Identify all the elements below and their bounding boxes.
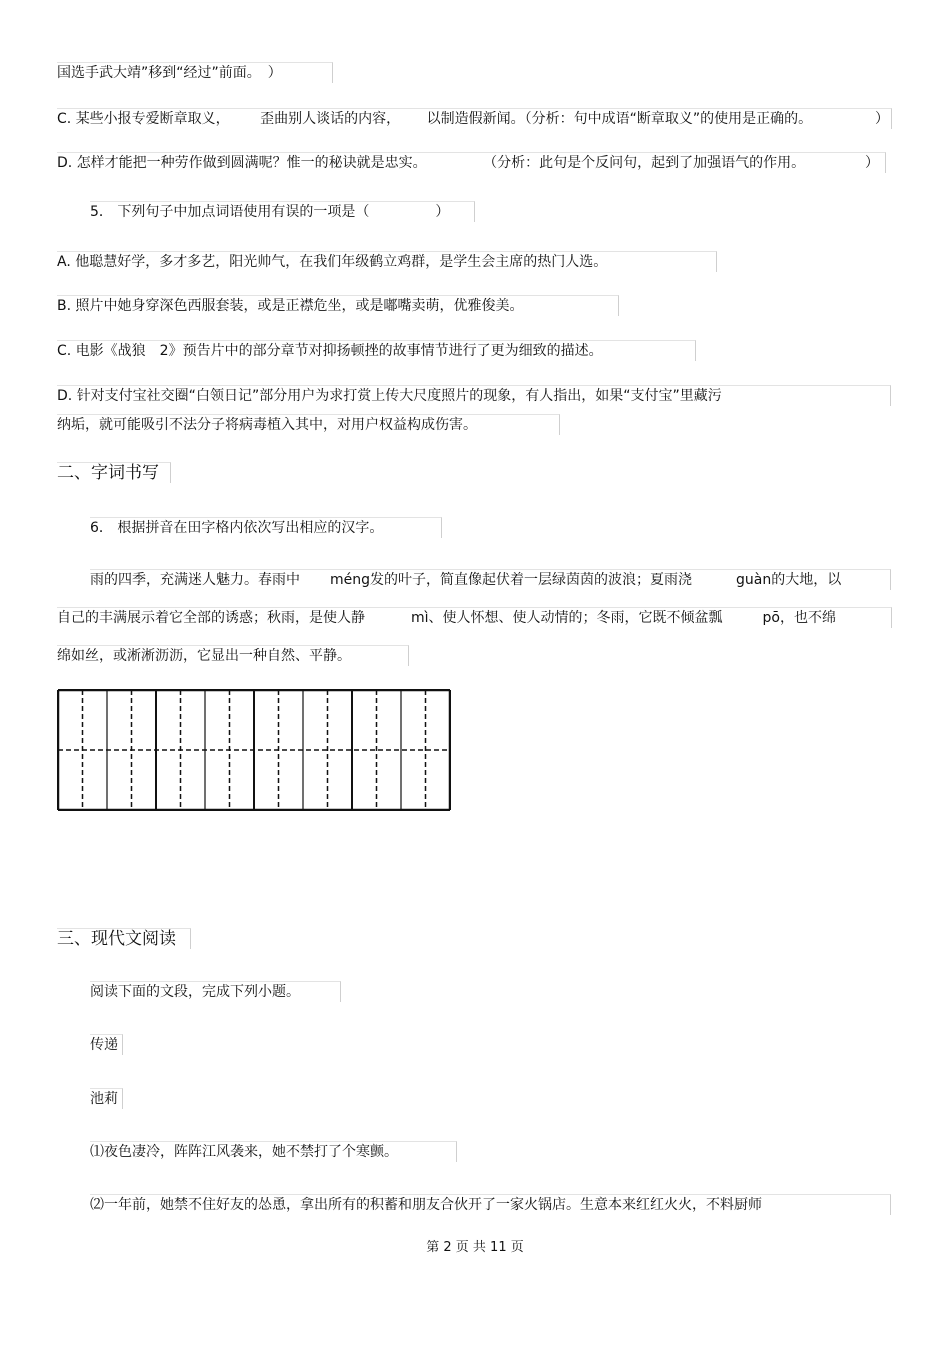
option-text: 针对支付宝社交圈“白领日记”部分用户为求打赏上传大尺度照片的现象，有人指出，如果“支付宝”里藏污 [76,388,722,404]
analysis-text: （分析：此句是个反问句，起到了加强语气的作用。 [483,155,806,171]
option-text: 某些小报专爱断章取义， [75,111,230,127]
passage-text: 雨的四季，充满迷人魅力。春雨中 [90,572,300,588]
q5-option-c [57,340,696,361]
passage-text: 发的叶子，简直像起伏着一层绿茵茵的波浪；夏雨浇 [370,572,693,588]
q6-passage-line1 [90,569,891,590]
q5-stem [90,201,475,222]
q6-passage-line3: 绵如丝，或淅淅沥沥，它显出一种自然、平静。 [57,645,409,666]
pinyin-meng: méng [330,572,371,588]
article-author: 池莉 [90,1088,123,1109]
page-footer: 第 2 页 共 11 页 [426,1240,524,1255]
option-letter: C. [57,111,72,127]
option-letter: B. [57,298,72,314]
option-letter: D. [57,388,73,404]
passage-text: 、使人怀想、使人动情的；冬雨，它既不倾盆瓢 [428,610,723,626]
q4-option-d [57,152,886,173]
passage-text: ，也不绵 [779,610,836,626]
close-paren: ） [875,111,889,127]
pinyin-po: pō [762,610,780,626]
pinyin-mi: mì [411,610,429,626]
q6-stem [90,517,442,538]
q5-option-d-cont: 纳垢，就可能吸引不法分子将病毒植入其中，对用户权益构成伤害。 [57,414,560,435]
option-text: 他聪慧好学，多才多艺，阳光帅气，在我们年级鹤立鸡群，是学生会主席的热门人选。 [75,254,608,270]
option-text: 照片中她身穿深色西服套装，或是正襟危坐，或是嘟嘴卖萌，优雅俊美。 [75,298,524,314]
question-number: 5． [90,204,113,220]
option-letter: A. [57,254,71,270]
tianzige-grid [57,689,451,811]
passage-text: 的大地，以 [771,572,842,588]
question-text: 下列句子中加点词语使用有误的一项是（ [117,204,370,220]
option-text: 歪曲别人谈话的内容， [260,111,401,127]
option-text: 电影《战狼 2》预告片中的部分章节对抑扬顿挫的故事情节进行了更为细致的描述。 [75,343,603,359]
q5-option-a [57,251,717,272]
option-letter: C. [57,343,72,359]
article-paragraph-1: ⑴夜色凄冷，阵阵江风袭来，她不禁打了个寒颤。 [90,1141,457,1162]
close-paren: ） [865,155,879,171]
q6-passage-line2 [57,607,892,628]
option-text: 以制造假新闻。（分析：句中成语“断章取义”的使用是正确的。 [426,111,813,127]
q4-option-b-tail: 国选手武大靖”移到“经过”前面。 ） [57,62,333,83]
question-number: 6． [90,520,113,536]
option-text: 怎样才能把一种劳作做到圆满呢？惟一的秘诀就是忠实。 [76,155,427,171]
article-title: 传递 [90,1034,123,1055]
section-title-vocab: 二、字词书写 [57,462,171,483]
q5-option-d [57,385,891,406]
q5-option-b [57,295,619,316]
passage-text: 自己的丰满展示着它全部的诱惑；秋雨，是使人静 [57,610,365,626]
question-text: 根据拼音在田字格内依次写出相应的汉字。 [117,520,384,536]
article-paragraph-2: ⑵一年前，她禁不住好友的怂恿，拿出所有的积蓄和朋友合伙开了一家火锅店。生意本来红红火火，不料厨师 [90,1194,891,1215]
reading-intro: 阅读下面的文段，完成下列小题。 [90,981,341,1002]
q4-option-c [57,108,892,129]
close-paren: ） [435,204,450,220]
option-letter: D. [57,155,73,171]
pinyin-guan: guàn [736,572,772,588]
section-title-reading: 三、现代文阅读 [57,928,191,949]
